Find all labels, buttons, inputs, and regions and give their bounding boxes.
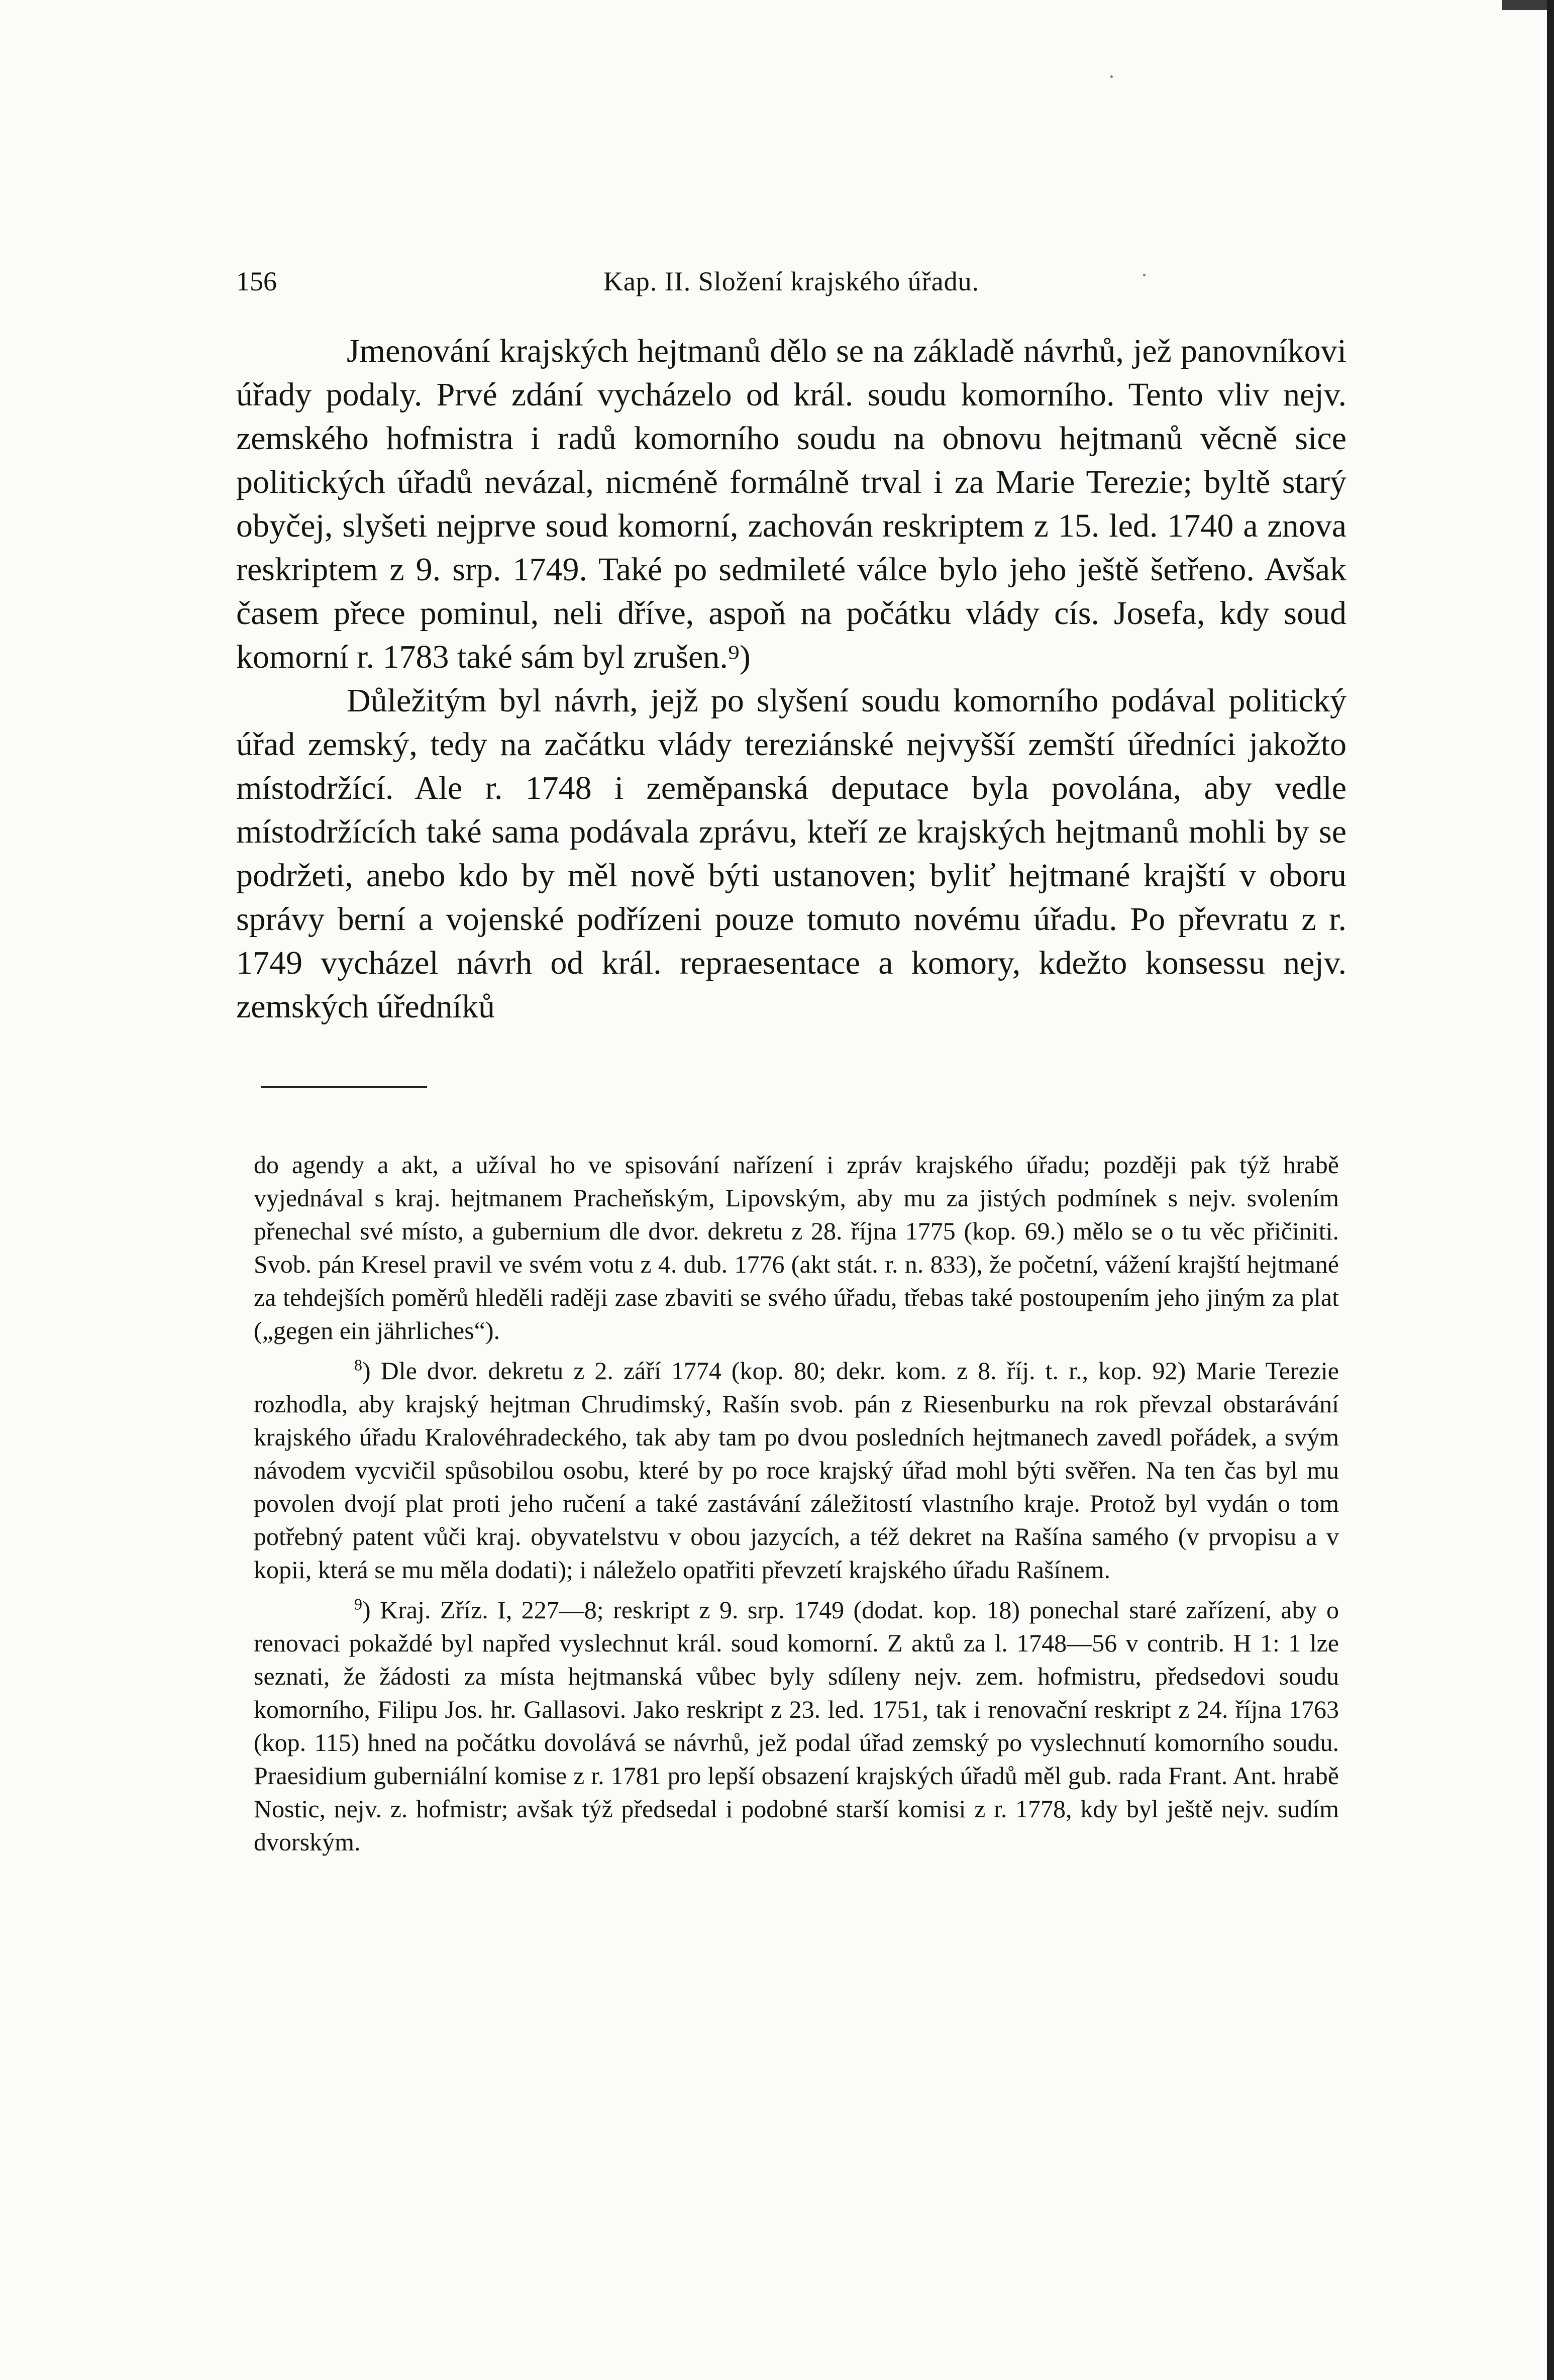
footnote-separator xyxy=(261,1086,427,1088)
scan-corner-mark xyxy=(1502,0,1547,10)
page-header xyxy=(236,261,1346,301)
main-text xyxy=(236,329,1346,1028)
paragraph-appointment: Jmenování krajských hejtmanů dělo se na základě návrhů, jež panovníkovi úřady podaly. Prvé zdání vycházelo od král. soudu komorního. Tento vliv nejv. zemského hofmistra i radů komorního soudu na obnovu hejtmanů věcně sice politických úřadů nevázal, nicméně formálně trval i za Marie Terezie; byltě starý obyčej, slyšeti nejprve soud komorní, zachován reskriptem z 15. led. 1740 a znova reskriptem z 9. srp. 1749. Také po sedmileté válce bylo jeho ještě šetřeno. Avšak časem přece pominul, neli dříve, aspoň na počátku vlády cís. Josefa, kdy soud komorní r. 1783 také sám byl zrušen.⁹) xyxy=(236,333,1346,675)
footnote-9 xyxy=(254,1593,1339,1858)
footnotes xyxy=(254,1148,1339,1866)
scan-border xyxy=(1547,0,1554,2380)
footnote-8 xyxy=(254,1354,1339,1586)
footnote-8-marker: 8 xyxy=(354,1356,362,1374)
paragraph-proposal: Důležitým byl návrh, jejž po slyšení soudu komorního podával politický úřad zemský, tedy na začátku vlády tereziánské nejvyšší zemští úředníci jakožto místodržící. Ale r. 1748 i zeměpanská deputace byla povolána, aby vedle místodržících také sama podávala zprávu, kteří ze krajských hejtmanů mohli by se podržeti, anebo kdo by měl nově býti ustanoven; byliť hejtmané krajští v oboru správy berní a vojenské podřízeni pouze tomuto novému úřadu. Po převratu z r. 1749 vycházel návrh od král. repraesentace a komory, kdežto konsessu nejv. zemských úředníků xyxy=(236,682,1346,1025)
page-number: 156 xyxy=(236,266,277,296)
footnote-continuation: do agendy a akt, a užíval ho ve spisování nařízení i zpráv krajského úřadu; později pak týž hrabě vyjednával s kraj. hejtmanem Pracheňským, Lipovským, aby mu za jistých podmínek s nejv. svolením přenechal své místo, a gubernium dle dvor. dekretu z 28. října 1775 (kop. 69.) mělo se o tu věc přičiniti. Svob. pán Kresel pravil ve svém votu z 4. dub. 1776 (akt stát. r. n. 833), že početní, vážení krajští hejtmané za tehdejších poměrů hleděli raději zase zbaviti se svého úřadu, třebas také postoupením jeho jiným za plat („gegen ein jährliches“). xyxy=(254,1151,1339,1344)
running-head: Kap. II. Složení krajského úřadu. xyxy=(603,266,980,296)
footnote-8-text: ) Dle dvor. dekretu z 2. září 1774 (kop. 80; dekr. kom. z 8. říj. t. r., kop. 92) Marie Terezie rozhodla, aby krajský hejtman Chrudimský, Rašín svob. pán z Riesenburku na rok převzal obstarávání krajského úřadu Kralovéhradeckého, tak aby tam po dvou posledních hejtmanech zavedl pořádek, a svým návodem vycvičil spůsobilou osobu, které by po roce krajský úřad mohl býti svěřen. Na ten čas byl mu povolen dvojí plat proti jeho ručení a také zastávání záležitostí vlastního kraje. Protož byl vydán o tom potřebný patent vůči kraj. obyvatelstvu v obou jazycích, a též dekret na Rašína samého (v prvopisu a v kopii, která se mu měla dodati); i náleželo opatřiti převzetí krajského úřadu Rašínem. xyxy=(254,1357,1339,1584)
footnote-9-text: ) Kraj. Zříz. I, 227—8; reskript z 9. srp. 1749 (dodat. kop. 18) ponechal staré zařízení, aby o renovaci pokaždé byl napřed vyslechnut král. soud komorní. Z aktů za l. 1748—56 v contrib. H 1: 1 lze seznati, že žádosti za místa hejtmanská vůbec byly sdíleny nejv. zem. hofmistru, předsedovi soudu komorního, Filipu Jos. hr. Gallasovi. Jako reskript z 23. led. 1751, tak i renovační reskript z 24. října 1763 (kop. 115) hned na počátku dovolává se návrhů, jež podal úřad zemský po vyslechnutí komorního soudu. Praesidium guberniální komise z r. 1781 pro lepší obsazení krajských úřadů měl gub. rada Frant. Ant. hrabě Nostic, nejv. z. hofmistr; avšak týž předsedal i podobné starší komisi z r. 1778, kdy byl ještě nejv. sudím dvorským. xyxy=(254,1596,1339,1856)
scan-speck xyxy=(1110,75,1113,78)
footnote-9-marker: 9 xyxy=(354,1595,362,1613)
